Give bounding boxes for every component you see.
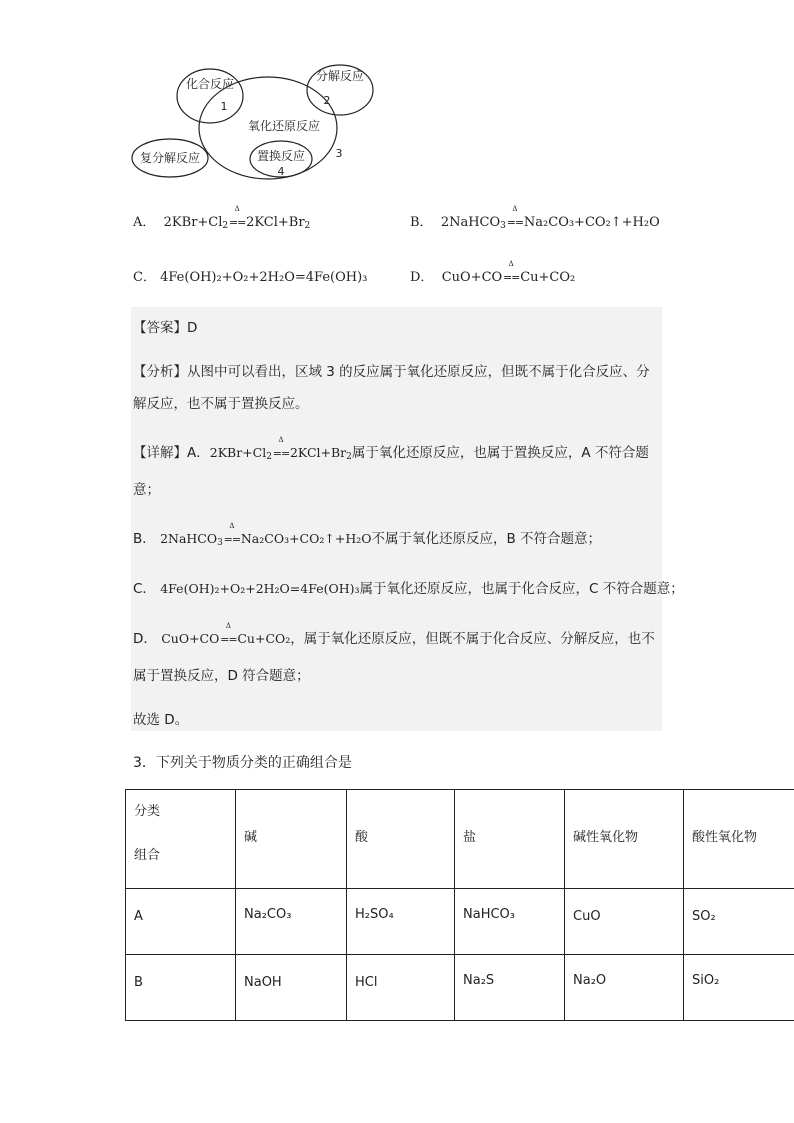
label-redox: 氧化还原反应 (247, 119, 321, 133)
question-3-title: 3．下列关于物质分类的正确组合是 (133, 755, 352, 771)
heating-equals-sign: Δ == (506, 205, 524, 229)
detail-line-a2: 意； (133, 482, 160, 498)
option-b: B． 2NaHCO$_3$ Δ == Na₂CO₃+CO₂↑+H₂O (410, 205, 660, 231)
option-d-label: D． (410, 270, 434, 285)
detail-line-a: 【详解】A．$2KBr+Cl_2$ Δ == $2KCl+Br_2$属于氧化还原反应，也属于置换反应，A 不符合题 (133, 436, 649, 462)
detail-line-d: D． CuO+CO Δ == Cu+CO₂，属于氧化还原反应，但既不属于化合反应、分解反应，也不 (133, 622, 655, 647)
option-a-reactants: 2KBr+Cl (163, 215, 223, 230)
detail-a-text: 属于氧化还原反应，也属于置换反应，A 不符合题 (351, 445, 649, 461)
option-b-label: B． (410, 215, 433, 230)
table-header-row (126, 790, 794, 889)
option-a-label: A． (133, 215, 156, 230)
label-double-decomposition: 复分解反应 (139, 151, 201, 165)
header-basic-oxide: 碱性氧化物 (565, 790, 684, 889)
heating-equals-sign: Δ == (220, 622, 237, 646)
label-region-1: 1 (220, 100, 228, 113)
option-c (133, 266, 367, 285)
option-d-reactants: CuO+CO (441, 270, 503, 285)
option-a: A． $2KBr+Cl_2$ Δ == $2KCl+Br_2$ (133, 205, 311, 231)
detail-line-d2: 属于置换反应，D 符合题意； (133, 668, 310, 684)
table-row: B NaOH HCl Na₂S Na₂O SiO₂ (126, 955, 794, 1021)
detail-prefix: 【详解】A． (133, 445, 210, 461)
header-acid: 酸 (347, 790, 455, 889)
option-b-reactants: 2NaHCO (440, 215, 501, 230)
detail-b-text: 不属于氧化还原反应，B 不符合题意； (371, 531, 602, 547)
label-region-4: 4 (277, 165, 285, 178)
heating-equals-sign: Δ == (502, 260, 520, 284)
option-d (410, 260, 576, 285)
detail-d-text: ，属于氧化还原反应，但既不属于化合反应、分解反应，也不 (290, 631, 655, 647)
label-displacement: 置换反应 (256, 149, 306, 163)
label-decomposition: 分解反应 (315, 69, 365, 83)
option-d-products: Cu+CO₂ (520, 270, 576, 285)
label-region-3: 3 (335, 147, 343, 160)
classification-table (125, 789, 794, 1021)
reaction-type-diagram (128, 62, 388, 192)
label-combination: 化合反应 (185, 77, 235, 91)
detail-line-b: B． 2NaHCO$_3$ Δ == Na₂CO₃+CO₂↑+H₂O不属于氧化还原反应，B 不符合题意； (133, 522, 602, 548)
heating-equals-sign: Δ == (223, 522, 241, 546)
header-base: 碱 (236, 790, 347, 889)
option-c-equation: 4Fe(OH)₂+O₂+2H₂O=4Fe(OH)₃ (160, 270, 368, 285)
header-corner: 分类 组合 (126, 790, 236, 889)
label-region-2: 2 (323, 94, 331, 107)
final-answer: 故选 D。 (133, 712, 189, 728)
header-acidic-oxide: 酸性氧化物 (684, 790, 794, 889)
analysis-line-1: 【分析】从图中可以看出，区域 3 的反应属于氧化还原反应，但既不属于化合反应、分 (133, 364, 650, 380)
table-row: A Na₂CO₃ H₂SO₄ NaHCO₃ CuO SO₂ (126, 889, 794, 955)
header-salt: 盐 (455, 790, 565, 889)
detail-line-c: C． 4Fe(OH)₂+O₂+2H₂O=4Fe(OH)₃属于氧化还原反应，也属于化合反应，C 不符合题意； (133, 581, 684, 597)
analysis-line-2: 解反应，也不属于置换反应。 (133, 396, 309, 412)
heating-equals-sign: Δ == (228, 205, 246, 229)
option-b-products: Na₂CO₃+CO₂↑+H₂O (523, 215, 660, 230)
answer-line: 【答案】D (133, 320, 198, 336)
detail-c-text: 属于氧化还原反应，也属于化合反应，C 不符合题意； (359, 581, 684, 597)
option-a-products: 2KCl+Br (246, 215, 305, 230)
heating-equals-sign: Δ == (272, 436, 290, 460)
option-c-label: C． (133, 270, 156, 285)
